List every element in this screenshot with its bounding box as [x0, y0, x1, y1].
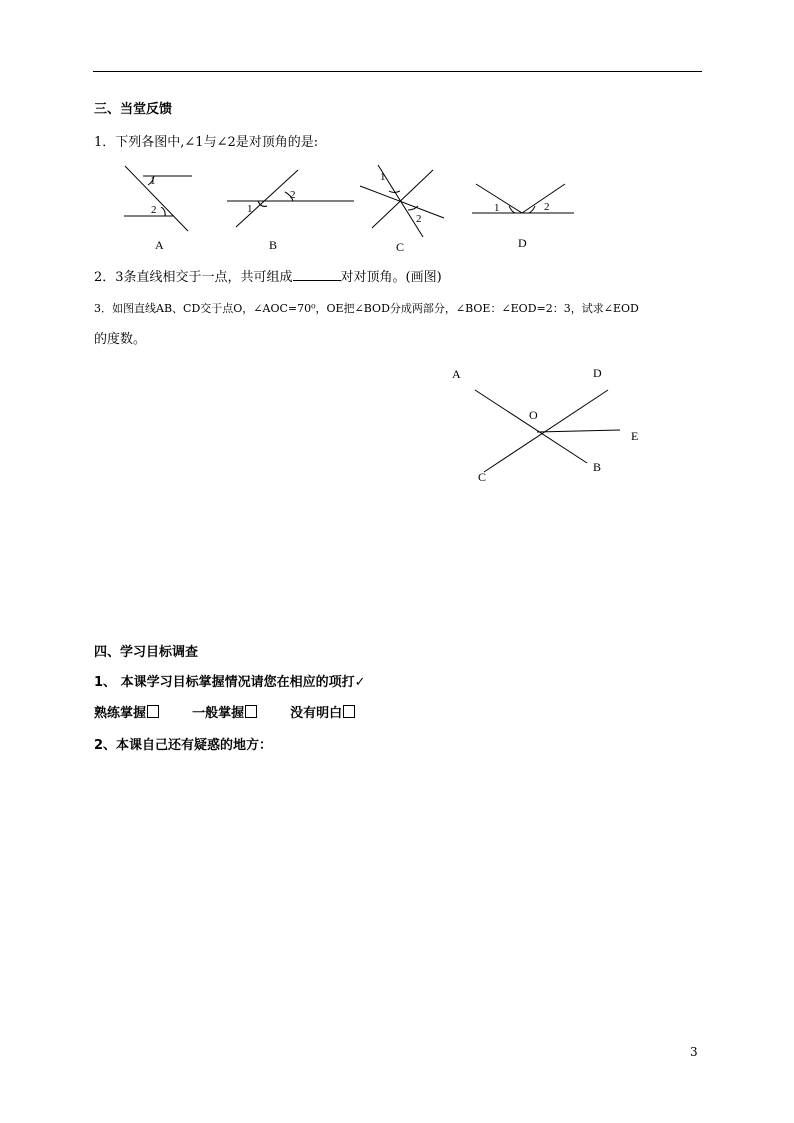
question-2 [94, 268, 442, 287]
question-2-after: 对对顶角。(画图) [340, 270, 442, 285]
figure-a [124, 166, 192, 231]
figure-d [472, 184, 574, 213]
point-b-label: B [593, 460, 602, 474]
figure-b-label: B [269, 238, 278, 252]
top-rule [93, 71, 702, 72]
intersecting-lines-figure [440, 360, 650, 490]
page-number: 3 [690, 1045, 698, 1059]
question-2-before: 2．3条直线相交于一点，共可组成 [94, 270, 293, 285]
point-c-label: C [478, 470, 487, 484]
figure-a-angle-2: 2 [151, 204, 157, 216]
point-d-label: D [593, 366, 602, 380]
angle-figures [110, 158, 590, 258]
checkbox-not-understood[interactable] [343, 705, 355, 718]
question-3-line-1: 3．如图直线AB、CD交于点O，∠AOC=70⁰，OE把∠BOD分成两部分，∠BOE：∠EOD=2：3，试求∠EOD [94, 302, 639, 315]
figure-c [360, 165, 444, 237]
survey-item-1: 1、 本课学习目标掌握情况请您在相应的项打✓ [94, 675, 366, 690]
figure-c-angle-1: 1 [380, 171, 386, 183]
checkbox-general[interactable] [245, 705, 257, 718]
figure-d-angle-2: 2 [544, 201, 550, 213]
question-1: 1．下列各图中,∠1与∠2是对顶角的是: [94, 135, 319, 150]
survey-choices [94, 705, 355, 723]
ray-oe [537, 430, 620, 432]
figure-b-angle-2: 2 [290, 189, 296, 201]
choice-general: 一般掌握 [192, 706, 245, 721]
checkbox-proficient[interactable] [147, 705, 159, 718]
figure-b-angle-1: 1 [247, 203, 253, 215]
figure-d-label: D [518, 236, 527, 250]
figure-c-angle-2: 2 [416, 213, 422, 225]
figure-a-label: A [155, 238, 164, 252]
line-ab [475, 390, 587, 463]
section3-heading: 三、当堂反馈 [94, 102, 173, 117]
section4-heading: 四、学习目标调查 [94, 645, 199, 660]
figure-a-angle-1: 1 [150, 175, 156, 187]
point-e-label: E [631, 429, 639, 443]
choice-not-understood: 没有明白 [290, 706, 343, 721]
survey-item-2: 2、本课自己还有疑惑的地方： [94, 738, 273, 753]
answer-blank [293, 268, 341, 281]
choice-proficient: 熟练掌握 [94, 706, 147, 721]
figure-d-angle-1: 1 [494, 202, 500, 214]
point-a-label: A [452, 367, 461, 381]
question-3-line-2: 的度数。 [94, 332, 147, 347]
point-o-label: O [529, 408, 538, 422]
figure-c-label: C [396, 240, 405, 254]
